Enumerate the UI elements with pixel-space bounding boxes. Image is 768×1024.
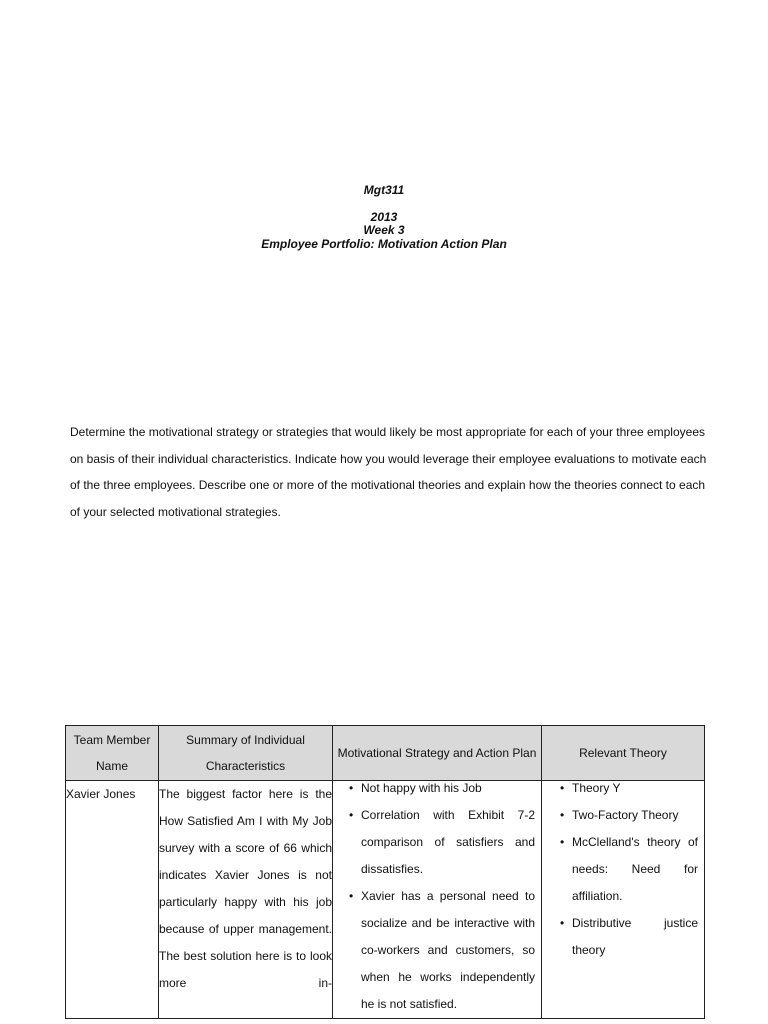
column-header-strategy: Motivational Strategy and Action Plan: [333, 726, 542, 781]
list-item: • Distributive justice theory: [556, 910, 698, 964]
theory-list: [542, 775, 704, 964]
list-item: • Xavier has a personal need to socialize and be interactive with co-workers and customers, so when he works independently he is not satisfied.: [345, 883, 535, 1018]
document-header: [0, 184, 768, 251]
theory-cell: [542, 781, 705, 1019]
summary-cell: [159, 781, 333, 1019]
table-row: [66, 781, 705, 1019]
strategy-cell: [333, 781, 542, 1019]
document-title: Employee Portfolio: Motivation Action Plan: [261, 236, 507, 251]
list-item: • Theory Y: [556, 775, 698, 802]
list-item: • Not happy with his Job: [345, 775, 535, 802]
strategy-list: [333, 775, 541, 1018]
column-header-summary: Summary of Individual Characteristics: [159, 726, 333, 781]
column-header-team-member: Team Member Name: [66, 726, 159, 781]
week: Week 3: [363, 223, 405, 237]
list-item: • Correlation with Exhibit 7-2 comparison of satisfiers and dissatisfies.: [345, 802, 535, 883]
course-code: Mgt311: [363, 183, 405, 197]
year: 2013: [370, 209, 398, 224]
column-header-theory: Relevant Theory: [542, 726, 705, 781]
summary-text: The biggest factor here is the How Satisfied Am I with My Job survey with a score of 66 which indicates Xavier Jones is not particularly happy with his job because of upper management. The best solution here is to look more in-: [159, 787, 332, 990]
intro-paragraph: Determine the motivational strategy or strategies that would likely be most appropriate for each of your three employees on basis of their individual characteristics. Indicate how you would leverage their employee evaluations to motivate each of the three employees. Describe one or more of the motivational theories and explain how the theories connect to each of your selected motivational strategies.: [70, 425, 707, 520]
team-member-name: Xavier Jones: [66, 781, 159, 1019]
motivation-plan-table: [65, 725, 705, 1019]
table-header-row: [66, 726, 705, 781]
list-item: • McClelland's theory of needs: Need for affiliation.: [556, 829, 698, 910]
list-item: • Two-Factory Theory: [556, 802, 698, 829]
